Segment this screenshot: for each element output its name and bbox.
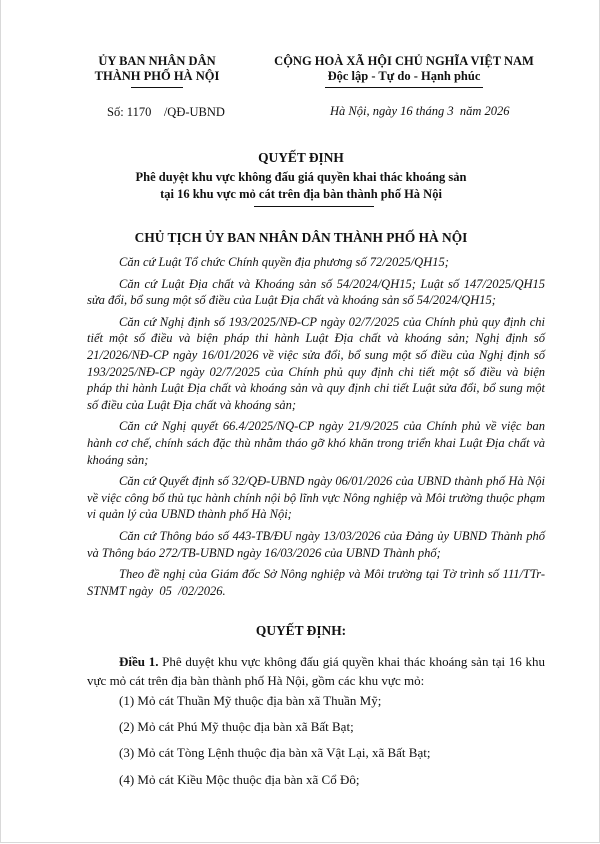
document-subject (91, 169, 511, 203)
authority-heading: CHỦ TỊCH ỦY BAN NHÂN DÂN THÀNH PHỐ HÀ NỘI (134, 230, 468, 245)
subject-line-2: tại 16 khu vực mỏ cát trên địa bàn thành phố Hà Nội (160, 187, 442, 201)
motto-underline (325, 87, 483, 88)
legal-basis: Căn cứ Nghị quyết 66.4/2025/NQ-CP ngày 21/9/2025 của Chính phủ về việc ban hành cơ chế, chính sách đặc thù nhằm tháo gỡ khó khăn trong triển khai Luật Địa chất và khoáng sản; (87, 419, 545, 467)
legal-basis: Căn cứ Nghị định số 193/2025/NĐ-CP ngày 02/7/2025 của Chính phủ quy định chi tiết một số điều và biện pháp thi hành Luật Địa chất và khoáng sản; Nghị định số 21/2026/NĐ-CP ngày 16/01/2026 về việc sửa đổi, bổ sung một số điều của Nghị định số 193/2025/NĐ-CP ngày 02/7/2025 của Chính phủ quy định chi tiết một số điều và biện pháp thi hành Luật Địa chất và khoáng sản và quy định chi tiết Luật sửa đổi, bổ sung một số điều của Luật Địa chất và khoáng sản; (87, 314, 545, 412)
list-item: (2) Mỏ cát Phú Mỹ thuộc địa bàn xã Bất Bạt; (119, 719, 354, 735)
article-1-label: Điều 1. (119, 654, 159, 669)
document-number: Số: 1170 /QĐ-UBND (107, 105, 225, 119)
document-date: Hà Nội, ngày 16 tháng 3 năm 2026 (330, 104, 510, 118)
list-item: (1) Mỏ cát Thuần Mỹ thuộc địa bàn xã Thuần Mỹ; (119, 693, 382, 708)
issuing-authority (87, 54, 227, 88)
subject-underline (254, 206, 374, 207)
authority-underline (131, 87, 183, 88)
subject-line-1: Phê duyệt khu vực không đấu giá quyền khai thác khoáng sản (135, 170, 467, 184)
legal-basis: Căn cứ Luật Tổ chức Chính quyền địa phương số 72/2025/QH15; (119, 255, 449, 269)
national-header (259, 54, 549, 88)
legal-basis: Căn cứ Luật Địa chất và Khoáng sản số 54/2024/QH15; Luật số 147/2025/QH15 sửa đổi, bổ sung một số điều của Luật Địa chất và khoáng sản số 54/2024/QH15; (87, 276, 545, 308)
document-type: QUYẾT ĐỊNH (258, 150, 344, 165)
article-1 (87, 652, 545, 690)
list-item: (3) Mỏ cát Tòng Lệnh thuộc địa bàn xã Vật Lại, xã Bất Bạt; (119, 745, 431, 761)
national-motto: Độc lập - Tự do - Hạnh phúc (327, 69, 481, 83)
legal-basis: Căn cứ Quyết định số 32/QĐ-UBND ngày 06/01/2026 của UBND thành phố Hà Nội về việc công bố thủ tục hành chính nội bộ lĩnh vực Nông nghiệp và Môi trường thuộc phạm vi quản lý của UBND thành phố Hà Nội; (87, 474, 545, 522)
proposal-basis: Theo đề nghị của Giám đốc Sở Nông nghiệp và Môi trường tại Tờ trình số 111/TTr-STNMT ngày 05 /02/2026. (87, 567, 545, 598)
legal-bases (87, 254, 545, 604)
decision-heading: QUYẾT ĐỊNH: (255, 623, 347, 638)
legal-basis: Căn cứ Thông báo số 443-TB/ĐU ngày 13/03/2026 của Đảng ủy UBND Thành phố và Thông báo 272/TB-UBND ngày 16/03/2026 của UBND Thành phố; (87, 528, 545, 560)
article-1-text: Phê duyệt khu vực không đấu giá quyền khai thác khoáng sản tại 16 khu vực mỏ cát trên địa bàn thành phố Hà Nội, gồm các khu vực mỏ: (87, 654, 545, 688)
article-1-body (87, 652, 545, 690)
authority-line-2: THÀNH PHỐ HÀ NỘI (94, 69, 220, 83)
authority-line-1: ỦY BAN NHÂN DÂN (98, 54, 216, 68)
list-item: (4) Mỏ cát Kiều Mộc thuộc địa bàn xã Cổ Đô; (119, 771, 360, 787)
mine-list (119, 691, 430, 796)
national-title: CỘNG HOÀ XÃ HỘI CHỦ NGHĨA VIỆT NAM (274, 54, 534, 68)
